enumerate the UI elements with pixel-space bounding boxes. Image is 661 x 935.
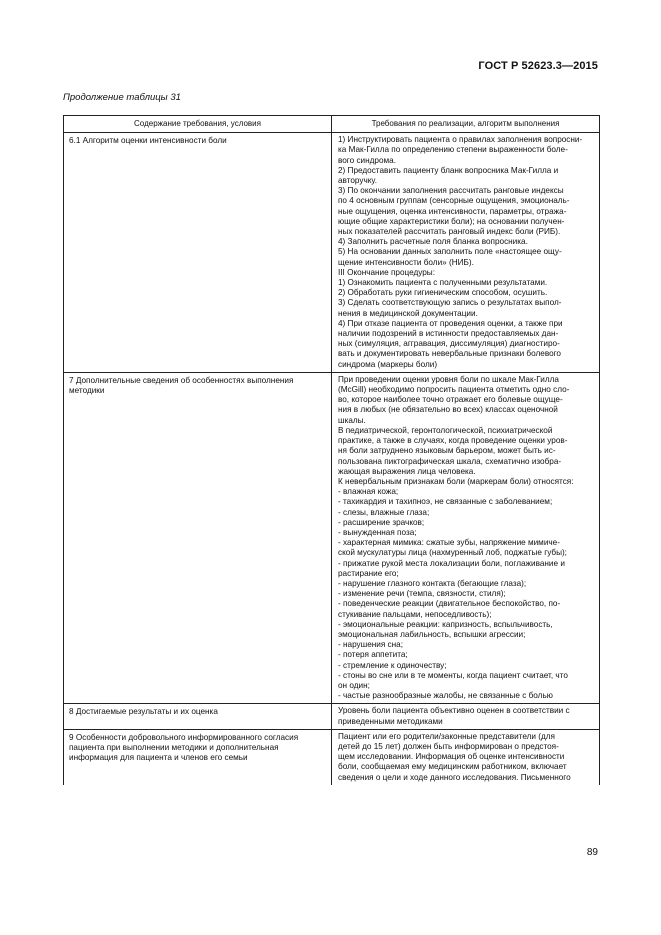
- cell-text-line: боли, сообщаемая ему медицинским работником, включает: [338, 762, 567, 772]
- table-continuation-label: Продолжение таблицы 31: [63, 92, 181, 103]
- cell-text-line: - потеря аппетита;: [338, 650, 408, 660]
- cell-text-line: стукивание пальцами, непоседливость);: [338, 609, 492, 619]
- cell-text-line: (McGill) необходимо попросить пациента отметить одно сло-: [338, 385, 570, 395]
- cell-text-line: ные ощущения, оценка интенсивности, параметры, отража-: [338, 206, 567, 216]
- cell-text-line: - поведенческие реакции (двигательное беспокойство, по-: [338, 599, 561, 609]
- cell-text-line: во, которое наиболее точно отражает его болевые ощуще-: [338, 395, 563, 405]
- table-row: [64, 729, 600, 785]
- cell-text-line: он один;: [338, 680, 370, 690]
- cell-text-line: 3) Сделать соответствующую запись о результатах выпол-: [338, 298, 562, 308]
- cell-text-line: Уровень боли пациента объективно оценен в соответствии с: [338, 706, 570, 716]
- cell-text-line: вого синдрома.: [338, 155, 396, 165]
- cell-text-line: ня боли затруднено языковым барьером, может быть ис-: [338, 446, 556, 456]
- requirement-cell: 9 Особенности добровольного информированного согласия пациента при выполнении методики и дополнительная информация для пациента и членов его семьи: [64, 729, 332, 785]
- cell-text-line: Пациент или его родители/законные представители (для: [338, 731, 555, 741]
- cell-text-line: ния в любых (не обязательно во всех) классах оценочной: [338, 405, 558, 415]
- cell-text-line: детей до 15 лет) должен быть информирован о предстоя-: [338, 741, 559, 751]
- cell-text-line: III Окончание процедуры:: [338, 267, 435, 277]
- cell-text-line: 3) По окончании заполнения рассчитать ранговые индексы: [338, 186, 564, 196]
- table-row: [64, 133, 600, 373]
- cell-text-line: - тахикардия и тахипноэ, не связанные с заболеванием;: [338, 497, 553, 507]
- cell-text-line: - характерная мимика: сжатые зубы, напряжение мимиче-: [338, 538, 560, 548]
- cell-text-line: авторучку.: [338, 176, 377, 186]
- cell-text-line: К невербальным признакам боли (маркерам боли) относятся:: [338, 476, 574, 486]
- cell-text-line: практике, а также в случаях, когда проведение оценки уров-: [338, 436, 568, 446]
- cell-text-line: синдрома (маркеры боли): [338, 359, 438, 369]
- cell-text-line: - стоны во сне или в те моменты, когда пациент считает, что: [338, 670, 568, 680]
- column-header-algorithm: Требования по реализации, алгоритм выполнения: [332, 116, 600, 133]
- cell-text-line: по 4 основным группам (сенсорные ощущения, эмоциональ-: [338, 196, 570, 206]
- cell-text-line: - слезы, влажные глаза;: [338, 507, 430, 517]
- cell-text-line: приведенными методиками: [338, 716, 443, 726]
- cell-text-line: - частые разнообразные жалобы, не связанные с болью: [338, 691, 553, 701]
- cell-text-line: ка Мак-Гилла по определению степени выраженности боле-: [338, 145, 568, 155]
- cell-text-line: ных (симуляция, аггравация, диссимуляция) диагностиро-: [338, 339, 560, 349]
- cell-text-line: - прижатие рукой места локализации боли, поглаживание и: [338, 558, 565, 568]
- cell-text-line: - эмоциональные реакции: капризность, вспыльчивость,: [338, 619, 553, 629]
- cell-text-line: 1) Инструктировать пациента о правилах заполнения вопросни-: [338, 135, 583, 145]
- cell-text-line: наличии подозрений в истинности предоставляемых дан-: [338, 329, 559, 339]
- cell-text-line: - изменение речи (темпа, связности, стиля);: [338, 589, 506, 599]
- cell-text-line: 2) Предоставить пациенту бланк вопросника Мак-Гилла и: [338, 165, 559, 175]
- table-row: [64, 704, 600, 729]
- cell-text-line: растирание его;: [338, 568, 399, 578]
- column-header-requirement: Содержание требования, условия: [64, 116, 332, 133]
- cell-text-line: сведения о цели и ходе данного исследования. Письменного: [338, 772, 571, 782]
- cell-text-line: эмоциональная лабильность, вспышки агрессии;: [338, 629, 526, 639]
- page-number: 89: [586, 847, 598, 858]
- cell-text-line: ющие общие характеристики боли); на основании получен-: [338, 216, 565, 226]
- cell-text-line: нения в медицинской документации.: [338, 308, 478, 318]
- requirement-cell: 7 Дополнительные сведения об особенностях выполнения методики: [64, 372, 332, 704]
- standard-code: ГОСТ Р 52623.3—2015: [478, 60, 598, 72]
- cell-text-line: жающая выражения лица человека.: [338, 466, 476, 476]
- cell-text-line: 4) Заполнить расчетные поля бланка вопросника.: [338, 237, 528, 247]
- algorithm-cell: [332, 133, 600, 373]
- requirements-table: [63, 115, 600, 785]
- cell-text-line: - влажная кожа;: [338, 487, 399, 497]
- algorithm-cell: [332, 704, 600, 729]
- table-header-row: [64, 116, 600, 133]
- cell-text-line: - вынужденная поза;: [338, 527, 417, 537]
- cell-text-line: В педиатрической, геронтологической, психиатрической: [338, 425, 553, 435]
- cell-text-line: 5) На основании данных заполнить поле «настоящее ощу-: [338, 247, 562, 257]
- cell-text-line: - нарушения сна;: [338, 640, 404, 650]
- cell-text-line: 2) Обработать руки гигиеническим способом, осушить.: [338, 288, 548, 298]
- cell-text-line: - стремление к одиночеству;: [338, 660, 447, 670]
- cell-text-line: шкалы.: [338, 415, 366, 425]
- cell-text-line: - расширение зрачков;: [338, 517, 425, 527]
- table-row: [64, 372, 600, 704]
- cell-text-line: ных показателей рассчитать ранговый индекс боли (РИБ).: [338, 227, 561, 237]
- cell-text-line: 1) Ознакомить пациента с полученными результатами.: [338, 278, 548, 288]
- cell-text-line: пользована пиктографическая шкала, схематично изобра-: [338, 456, 562, 466]
- cell-text-line: щение интенсивности боли» (НИБ).: [338, 257, 474, 267]
- requirement-cell: 6.1 Алгоритм оценки интенсивности боли: [64, 133, 332, 373]
- requirement-cell: 8 Достигаемые результаты и их оценка: [64, 704, 332, 729]
- cell-text-line: - нарушение глазного контакта (бегающие глаза);: [338, 578, 527, 588]
- cell-text-line: вать и документировать невербальные признаки болевого: [338, 349, 561, 359]
- algorithm-cell: [332, 729, 600, 785]
- cell-text-line: ской мускулатуры лица (нахмуренный лоб, поджатые губы);: [338, 548, 567, 558]
- cell-text-line: щем исследовании. Информация об оценке интенсивности: [338, 752, 565, 762]
- algorithm-cell: [332, 372, 600, 704]
- cell-text-line: При проведении оценки уровня боли по шкале Мак-Гилла: [338, 374, 559, 384]
- cell-text-line: 4) При отказе пациента от проведения оценки, а также при: [338, 318, 563, 328]
